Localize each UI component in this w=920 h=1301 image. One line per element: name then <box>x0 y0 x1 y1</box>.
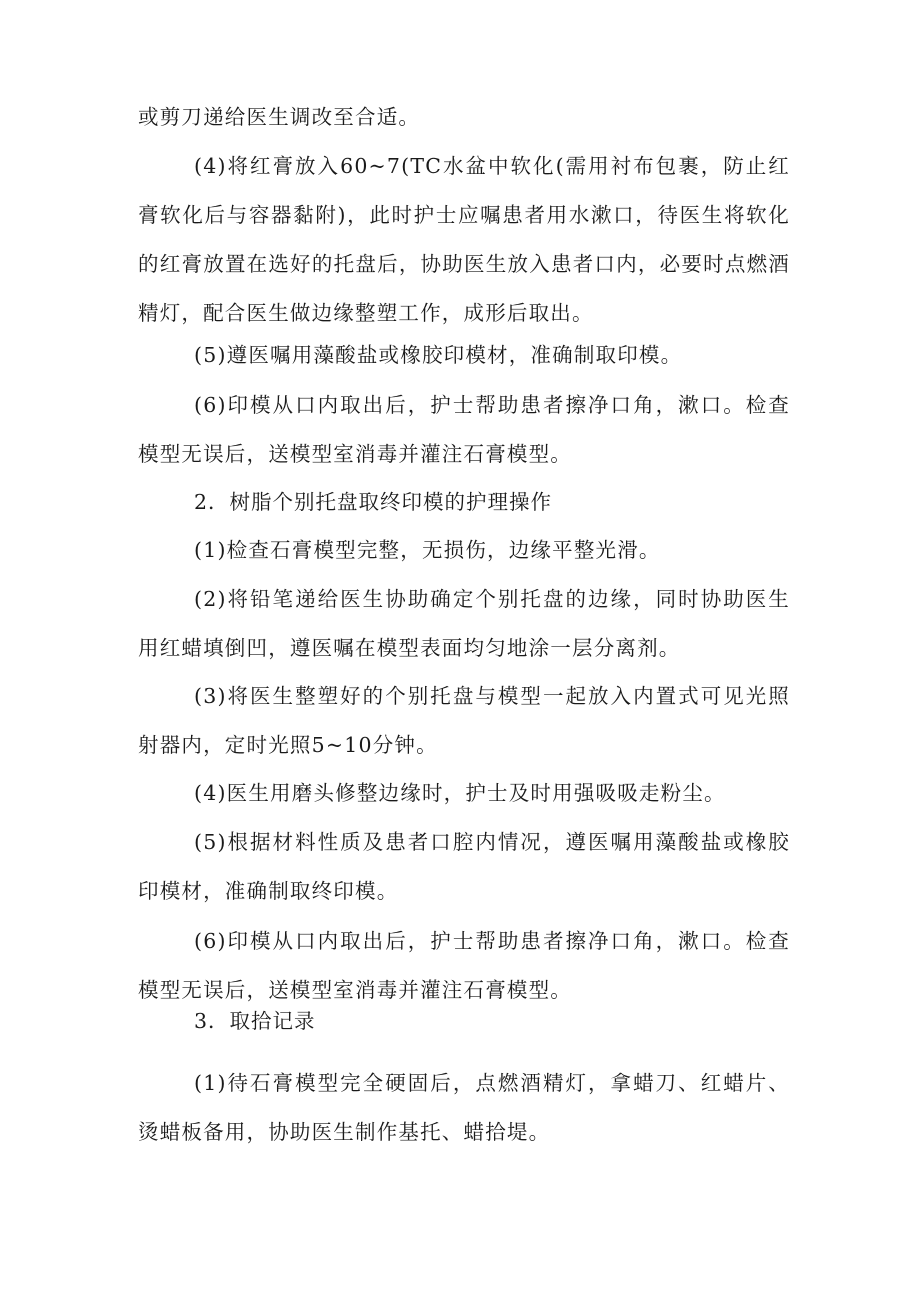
paragraph-step-3-light-cure: (3)将医生整塑好的个别托盘与模型一起放入内置式可见光照射器内，定时光照5~10分钟。 <box>138 684 790 757</box>
section-heading-2: 2．树脂个别托盘取终印模的护理操作 <box>194 490 553 514</box>
paragraph-step-4-red-compound: (4)将红膏放入60~7(TC水盆中软化(需用衬布包裹，防止红膏软化后与容器黏附)，此时护士应嘱患者用水漱口，待医生将软化的红膏放置在选好的托盘后，协助医生放入患者口内，必要时点燃酒精灯，配合医生做边缘整塑工作，成形后取出。 <box>138 154 790 325</box>
section-heading-3: 3．取拾记录 <box>194 1009 316 1033</box>
paragraph-step-5-alginate: (5)遵医嘱用藻酸盐或橡胶印模材，准确制取印模。 <box>194 343 683 367</box>
paragraph-step-6-impression: (6)印模从口内取出后，护士帮助患者擦净口角，漱口。检查模型无误后，送模型室消毒并灌注石膏模型。 <box>138 393 790 466</box>
paragraph-continuation: 或剪刀递给医生调改至合适。 <box>138 105 421 129</box>
paragraph-step-4-trimming: (4)医生用磨头修整边缘时，护士及时用强吸吸走粉尘。 <box>194 781 726 805</box>
paragraph-step-1-wax-rim: (1)待石膏模型完全硬固后，点燃酒精灯，拿蜡刀、红蜡片、烫蜡板备用，协助医生制作基托、蜡拾堤。 <box>138 1071 790 1144</box>
paragraph-step-2-pencil: (2)将铅笔递给医生协助确定个别托盘的边缘，同时协助医生用红蜡填倒凹，遵医嘱在模型表面均匀地涂一层分离剂。 <box>138 587 790 660</box>
paragraph-step-6-impression-removal: (6)印模从口内取出后，护士帮助患者擦净口角，漱口。检查模型无误后，送模型室消毒并灌注石膏模型。 <box>138 929 790 1002</box>
paragraph-step-1-check-model: (1)检查石膏模型完整，无损伤，边缘平整光滑。 <box>194 538 661 562</box>
paragraph-step-5-final-impression: (5)根据材料性质及患者口腔内情况，遵医嘱用藻酸盐或橡胶印模材，准确制取终印模。 <box>138 830 790 903</box>
